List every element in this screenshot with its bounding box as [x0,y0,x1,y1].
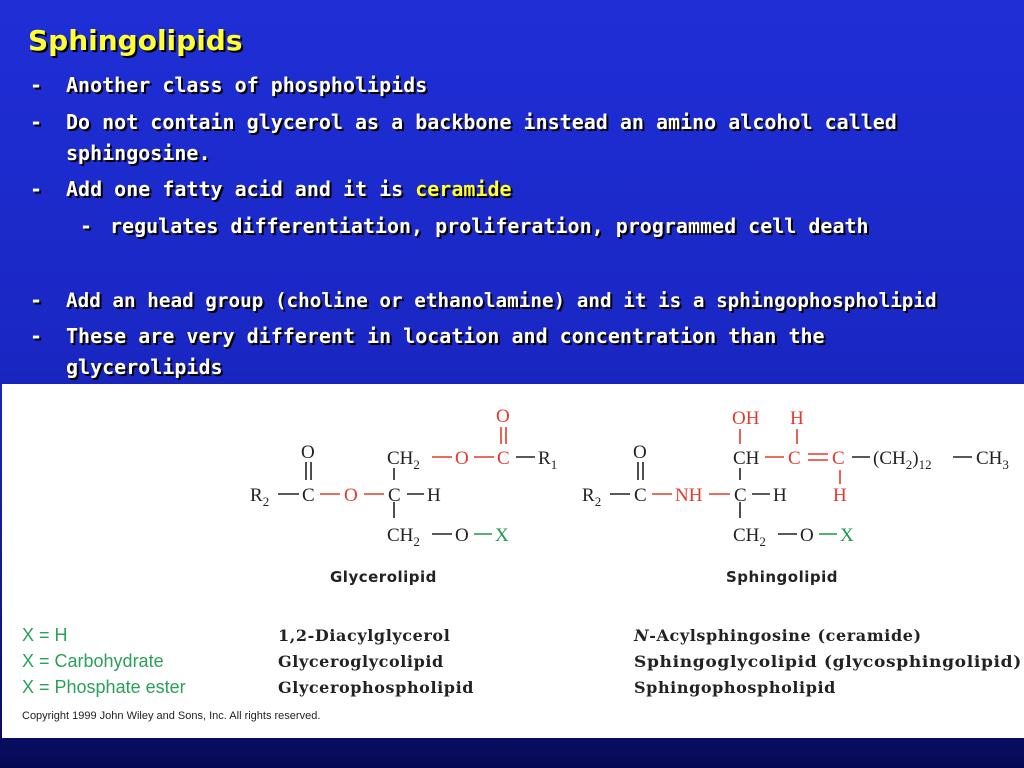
legend-sphingolipid-name: Sphingophospholipid [634,678,836,697]
amide-nh: NH [675,485,703,506]
sphingolipid-structure [582,408,1009,586]
methylene-chain: $(CH_2)_{12}$ [873,448,932,472]
glycerol-c2: C [388,485,401,506]
bullet-text [66,174,512,205]
legend-x-value: X = Carbohydrate [22,651,164,671]
sphingolipid-caption: Sphingolipid [726,568,838,586]
glycerolipid-structure [250,406,557,586]
legend-x-value: X = H [22,625,68,645]
glycerolipid-caption: Glycerolipid [330,568,437,586]
carbonyl-carbon: C [497,448,510,469]
glycerol-c1: $CH_2$ [387,448,420,472]
oxygen: O [455,525,469,546]
bullet-text: sphingosine. [66,141,211,165]
hydrogen: H [427,485,441,506]
r1-group: $R_1$ [538,448,558,472]
x-group: X [840,525,854,546]
carbonyl-carbon: C [302,485,315,506]
hydroxyl: OH [732,408,760,429]
sphingosine-c1: $CH_2$ [733,525,766,549]
bullet-text-plain: Add one fatty acid and it is [66,177,416,201]
legend-sphingolipid-name: N-Acylsphingosine (ceramide) [634,626,922,645]
x-group: X [495,525,509,546]
alkene-carbon: C [788,448,801,469]
carbonyl-oxygen: O [496,406,510,427]
bullet-text: regulates differentiation, proliferation, programmed cell death [110,214,869,238]
hydrogen: H [790,408,804,429]
sphingosine-c3: CH [733,448,760,469]
legend-glycerolipid-name: Glyceroglycolipid [278,652,444,671]
bullet-dash: - [30,110,43,134]
legend-sphingolipid-name: Sphingoglycolipid (glycosphingolipid) [634,652,1022,671]
terminal-methyl: $CH_3$ [976,448,1009,472]
hydrogen: H [773,485,787,506]
sphingosine-c2: C [734,485,747,506]
glycerol-c3: $CH_2$ [387,525,420,549]
ester-oxygen: O [344,485,358,506]
carbonyl-oxygen: O [633,442,647,463]
copyright-notice: Copyright 1999 John Wiley and Sons, Inc. All rights reserved. [22,710,321,722]
structure-diagram [2,384,1024,738]
ester-oxygen: O [455,448,469,469]
hydrogen: H [833,485,847,506]
ceramide-highlight: ceramide [415,177,512,201]
carbonyl-oxygen: O [301,442,315,463]
bullet-dash: - [30,288,43,312]
bullet-text: Do not contain glycerol as a backbone instead an amino alcohol called [66,110,897,134]
slide-title: Sphingolipids [28,24,243,57]
alkene-carbon: C [832,448,845,469]
bullet-dash: - [80,214,93,238]
oxygen: O [800,525,814,546]
legend-glycerolipid-name: Glycerophospholipid [278,678,475,697]
legend [22,625,1022,722]
lipid-structure-figure [2,384,1024,738]
bullet-dash: - [30,73,43,97]
bullet-dash: - [30,324,43,348]
bullet-text: glycerolipids [66,355,223,379]
r2-group: $R_2$ [582,485,602,509]
bullet-text: Another class of phospholipids [66,73,428,97]
bullet-dash: - [30,177,43,201]
legend-x-value: X = Phosphate ester [22,677,186,697]
legend-glycerolipid-name: 1,2-Diacylglycerol [278,626,451,645]
carbonyl-carbon: C [634,485,647,506]
r2-group: $R_2$ [250,485,270,509]
bullet-text: These are very different in location and concentration than the [66,324,825,348]
bullet-text: Add an head group (choline or ethanolamine) and it is a sphingophospholipid [66,289,937,312]
